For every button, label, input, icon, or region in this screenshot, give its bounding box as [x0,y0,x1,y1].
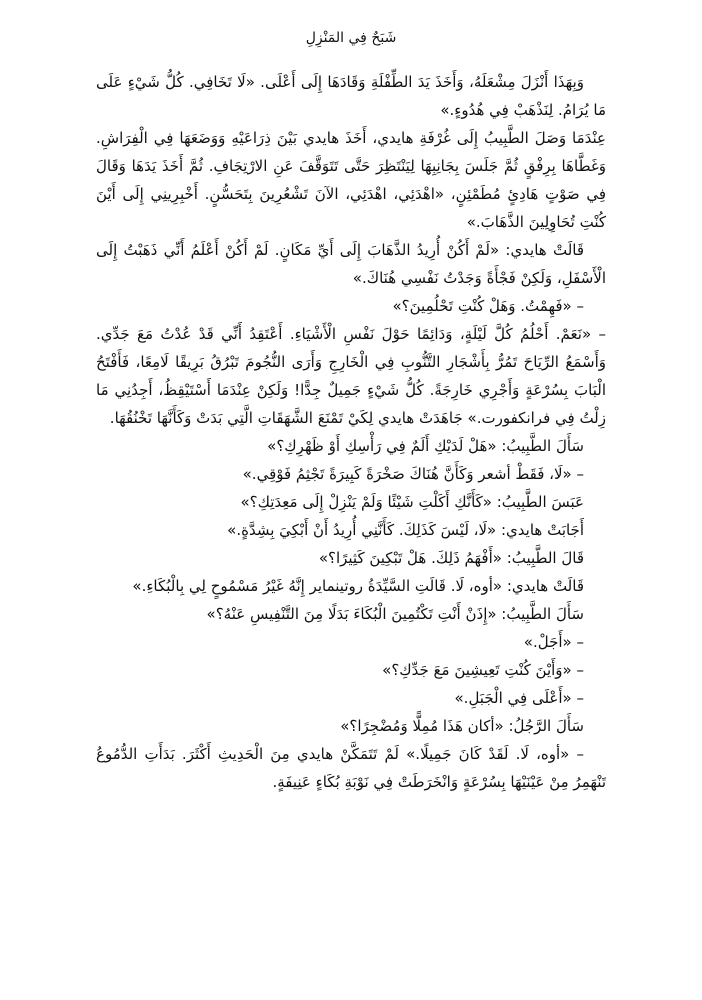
paragraph: – «أوه، لَا. لَقَدْ كَانَ جَمِيلًا.» لَمْ تَتَمَكَّنْ هايدي مِنَ الْحَدِيثِ أَكْثَرَ. بَدَأَتِ الدُّمُوعُ تَنْهَمِرُ مِنْ عَيْنَيْهَا بِسُرْعَةٍ وَانْخَرَطَتْ فِي نَوْبَةِ بُكَاءٍ عَنِيفَةٍ. [96,745,606,791]
paragraph: سَأَلَ الطَّبِيبُ: «إِذَنْ أَنْتِ تَكْتُمِينَ الْبُكَاءَ بَدَلًا مِنَ التَّنْفِيسِ عَنْهُ؟» [206,605,584,623]
paragraph: وَبِهَذَا أَنْزَلَ مِشْعَلَهُ، وَأَخَذَ يَدَ الطِّفْلَةِ وَقَادَهَا إِلَى أَعْلَى. «لَا تَخَافِي. كُلُّ شَيْءٍ عَلَى مَا يُرَامُ. لِنَذْهَبْ فِي هُدُوءٍ.» [96,73,606,119]
paragraph: عِنْدَمَا وَصَلَ الطَّبِيبُ إِلَى غُرْفَةِ هايدي، أَخَذَ هايدي بَيْنَ ذِرَاعَيْهِ وَوَضَعَهَا فِي الْفِرَاشِ. وَغَطَّاهَا بِرِفْقٍ ثُمَّ جَلَسَ بِجَانِبِهَا لِيَنْتَظِرَ حَتَّى تَتَوَقَّفَ عَنِ الارْتِجَافِ. ثُمَّ أَخَذَ يَدَهَا وَقَالَ فِي صَوْتٍ هَادِئٍ مُطَمْئِنٍ، «اهْدَئِي، اهْدَئِي، الآنَ تَشْعُرِينَ بِتَحَسُّنٍ. أَخْبِرِينِي إِلَى أَيْنَ كُنْتِ تُحَاوِلِينَ الذَّهَابَ.» [96,129,606,231]
paragraph: – «وَأَيْنَ كُنْتِ تَعِيشِينَ مَعَ جَدِّكِ؟» [382,661,584,679]
paragraph: عَبَسَ الطَّبِيبُ: «كَأَنَّكِ أَكَلْتِ شَيْئًا وَلَمْ يَنْزِلْ إِلَى مَعِدَتِكِ؟» [240,493,584,511]
body-text [96,68,606,796]
paragraph: – «فَهِمْتُ. وَهَلْ كُنْتِ تَحْلُمِينَ؟» [392,297,584,315]
paragraph: – «أَعْلَى فِي الْجَبَلِ.» [454,689,584,707]
paragraph: قَالَتْ هايدي: «لَمْ أَكُنْ أُرِيدُ الذَّهَابَ إِلَى أَيِّ مَكَانٍ. لَمْ أَكُنْ أَعْلَمُ أَنِّي ذَهَبْتُ إِلَى الْأَسْفَلِ، وَلَكِنْ فَجْأَةً وَجَدْتُ نَفْسِي هُنَاكَ.» [96,241,606,287]
running-header: شَبَحٌ فِي المَنْزِلِ [305,30,397,46]
paragraph: سَأَلَ الطَّبِيبُ: «هَلْ لَدَيْكِ أَلَمٌ فِي رَأْسِكِ أَوْ ظَهْرِكِ؟» [267,437,584,455]
paragraph: قَالَ الطَّبِيبُ: «أَفْهَمُ ذَلِكَ. هَلْ تَبْكِينَ كَثِيرًا؟» [318,549,584,567]
paragraph: سَأَلَ الرَّجُلُ: «أكان هَذَا مُمِلًّا وَمُضْجِرًا؟» [340,717,584,735]
paragraph: – «لَا، فَقَطْ أشعر وَكَأَنَّ هُنَاكَ صَخْرَةً كَبِيرَةً تَجْثِمُ فَوْقِي.» [242,465,584,483]
paragraph: – «نَعَمْ. أَحْلُمُ كُلَّ لَيْلَةٍ، وَدَائِمًا حَوْلَ نَفْسِ الْأَشْيَاءِ. أَعْتَقِدُ أَنِّي قَدْ عُدْتُ مَعَ جَدِّي. وَأَسْمَعُ الرِّيَاحَ تَمُرُّ بِأَشْجَارِ التَّنُّوبِ فِي الْخَارِجِ وَأَرَى النُّجُومَ تَبْرُقُ بَرِيقًا لَامِعًا، فَأَفْتَحُ الْبَابَ بِسُرْعَةٍ وَأَجْرِي خَارِجَةً. كُلُّ شَيْءٍ جَمِيلٌ جِدًّا! وَلَكِنْ عِنْدَمَا أَسْتَيْقِظُ، أَجِدُنِي مَا زِلْتُ فِي فرانكفورت.» جَاهَدَتْ هايدي لِكَيْ تَمْنَعَ الشَّهَقَاتِ الَّتِي بَدَتْ وَكَأَنَّهَا تَخْنُقُهَا. [96,325,606,427]
paragraph: أَجَابَتْ هايدي: «لَا، لَيْسَ كَذَلِكَ. كَأَنَّنِي أُرِيدُ أَنْ أَبْكِيَ بِشِدَّةٍ.» [227,521,584,539]
paragraph: قَالَتْ هايدي: «أوه، لَا. قَالَتِ السَّيِّدَةُ روتينماير إِنَّهُ غَيْرُ مَسْمُوحٍ لِي بِالْبُكَاءِ.» [132,577,584,595]
paragraph: – «أَجَلْ.» [523,633,584,651]
